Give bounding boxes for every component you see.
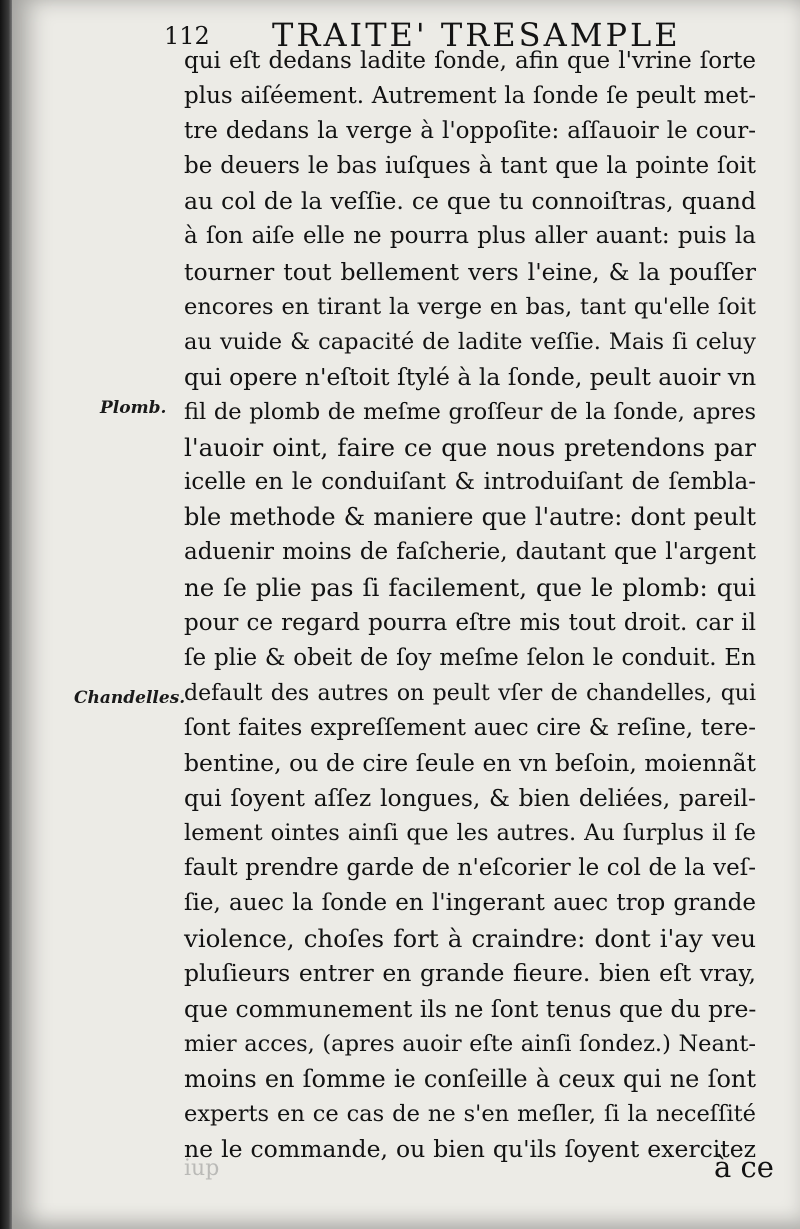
text-line: icelle en le conduiſant & introduiſant de ſembla- xyxy=(184,469,756,496)
text-line: que communement ils ne ſont tenus que du pre- xyxy=(184,994,757,1023)
text-line: fault prendre garde de n'eſcorier le col de la veſ- xyxy=(184,855,756,882)
text-line: au col de la veſſie. ce que tu connoiſtras, quand xyxy=(184,187,756,216)
text-line: violence, choſes fort à craindre: dont i'ay veu xyxy=(184,924,756,954)
text-line: fil de plomb de meſme groſſeur de la ſonde, apres xyxy=(184,398,756,425)
text-line: aduenir moins de faſcherie, dautant que l'argent xyxy=(184,539,756,566)
text-line: be deuers le bas iuſques à tant que la pointe ſoit xyxy=(184,153,756,180)
text-line: qui opere n'eſtoit ſtylé à la ſonde, peult auoir vn xyxy=(184,362,757,391)
text-line: mier acces, (apres auoir eſte ainſi ſondez.) Neant- xyxy=(184,1030,756,1057)
book-spine-shadow xyxy=(0,0,12,1229)
text-line: ſont faites expreſſement auec cire & reſine, tere- xyxy=(184,714,756,741)
text-line: qui eſt dedans ladite ſonde, afin que l'vrine ſorte xyxy=(184,48,756,74)
running-title: TRAITE' TRESAMPLE xyxy=(272,16,681,54)
page-number: 112 xyxy=(164,22,210,50)
bleed-through-text: iup xyxy=(184,1156,220,1181)
text-line: moins en ſomme ie conſeille à ceux qui ne ſont xyxy=(184,1064,756,1093)
book-page xyxy=(12,0,800,1229)
text-line: experts en ce cas de ne s'en meſler, ſi la neceſſité xyxy=(184,1100,756,1127)
text-line: ble methode & maniere que l'autre: dont peult xyxy=(184,503,756,532)
text-line: qui ſoyent aſſez longues, & bien deliées, pareil- xyxy=(184,783,756,812)
text-line: au vuide & capacité de ladite veſſie. Mais ſi celuy xyxy=(184,328,756,355)
body-text xyxy=(184,44,756,1167)
text-line: à ſon aiſe elle ne pourra plus aller auant: puis la xyxy=(184,223,756,250)
text-line: tourner tout bellement vers l'eine, & la pouſſer xyxy=(184,257,756,286)
catchword: à ce xyxy=(714,1150,774,1184)
margin-note-chandelles: Chandelles. xyxy=(74,688,186,708)
text-line: bentine, ou de cire ſeule en vn beſoin, moiennãt xyxy=(184,748,756,777)
text-line: pour ce regard pourra eſtre mis tout droit. car il xyxy=(184,609,756,636)
text-line: pluſieurs entrer en grande fieure. bien eſt vray, xyxy=(184,959,756,988)
text-line: l'auoir oint, faire ce que nous pretendons par xyxy=(184,433,756,463)
text-line: plus aiſéement. Autrement la ſonde ſe peult met- xyxy=(184,83,756,110)
text-line: ne ſe plie pas ſi facilement, que le plomb: qui xyxy=(184,573,756,603)
text-line: ne le commande, ou bien qu'ils ſoyent exercitez xyxy=(184,1134,756,1163)
text-line: tre dedans la verge à l'oppoſite: aſſauoir le cour- xyxy=(184,118,756,145)
margin-note-plomb: Plomb. xyxy=(100,398,167,418)
text-line: ſie, auec la ſonde en l'ingerant auec trop grande xyxy=(184,890,756,917)
text-line: encores en tirant la verge en bas, tant qu'elle ſoit xyxy=(184,293,756,320)
text-line: lement ointes ainſi que les autres. Au ſurplus il ſe xyxy=(184,820,756,847)
text-line: default des autres on peult vſer de chandelles, qui xyxy=(184,680,756,706)
text-line: ſe plie & obeit de ſoy meſme ſelon le conduit. En xyxy=(184,644,756,671)
